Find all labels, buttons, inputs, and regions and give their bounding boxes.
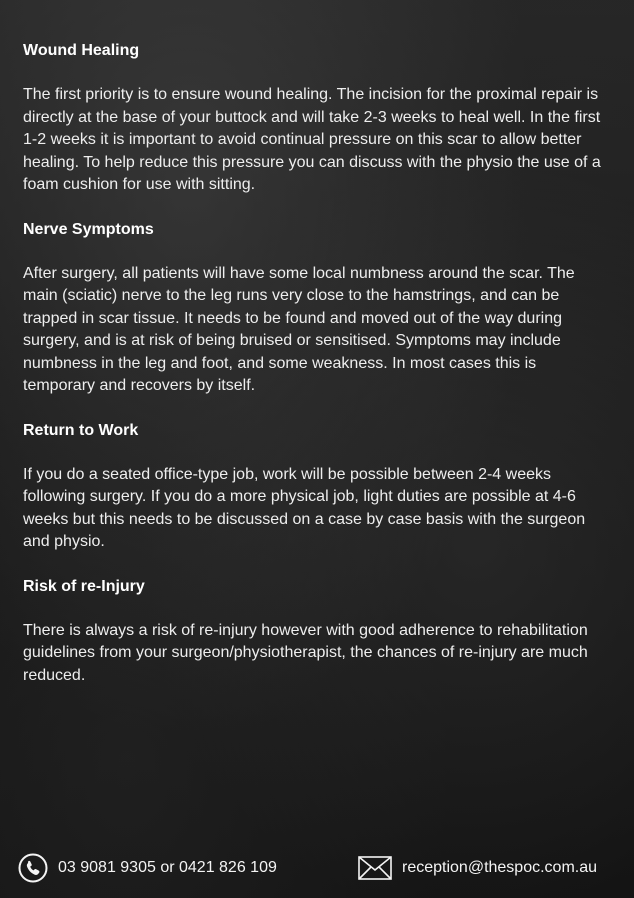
- body-nerve-symptoms: After surgery, all patients will have some local numbness around the scar. The main (sciatic) nerve to the leg runs very close to the hamstrings, and can be trapped in scar tissue. It needs to be found and moved out of the way during surgery, and is at risk of being bruised or sensitised. Symptoms may include numbness in the leg and foot, and some weakness. In most cases this is temporary and recovers by itself.: [23, 264, 575, 394]
- heading-return-to-work: Return to Work: [23, 421, 139, 439]
- heading-nerve-symptoms: Nerve Symptoms: [23, 220, 154, 238]
- body-wound-healing: The first priority is to ensure wound healing. The incision for the proximal repair is directly at the base of your buttock and will take 2-3 weeks to heal well. In the first 1-2 weeks it is important to avoid continual pressure on this scar to allow better healing. To help reduce this pressure you can discuss with the physio the use of a foam cushion for use with sitting.: [23, 86, 601, 193]
- phone-icon: [18, 853, 48, 883]
- section-return-to-work: [23, 420, 603, 554]
- phone-number: 03 9081 9305 or 0421 826 109: [58, 859, 277, 876]
- email-address: reception@thespoc.com.au: [402, 859, 598, 876]
- body-return-to-work: If you do a seated office-type job, work will be possible between 2-4 weeks following surgery. If you do a more physical job, light duties are possible at 4-6 weeks but this needs to be discussed on a case by case basis with the surgeon and physio.: [23, 465, 586, 550]
- section-nerve-symptoms: [23, 219, 603, 398]
- email-contact[interactable]: [358, 852, 597, 884]
- document-page: [23, 40, 603, 709]
- contact-footer: [18, 852, 618, 884]
- heading-wound-healing: Wound Healing: [23, 42, 140, 59]
- section-risk-of-reinjury: [23, 576, 603, 688]
- body-risk-of-reinjury: There is always a risk of re-injury however with good adherence to rehabilitation guidelines from your surgeon/physiotherapist, the chances of re-injury are much reduced.: [23, 621, 588, 684]
- phone-contact[interactable]: [18, 852, 277, 884]
- envelope-icon: [358, 856, 392, 880]
- heading-risk-of-reinjury: Risk of re-Injury: [23, 577, 145, 595]
- section-wound-healing: [23, 40, 603, 197]
